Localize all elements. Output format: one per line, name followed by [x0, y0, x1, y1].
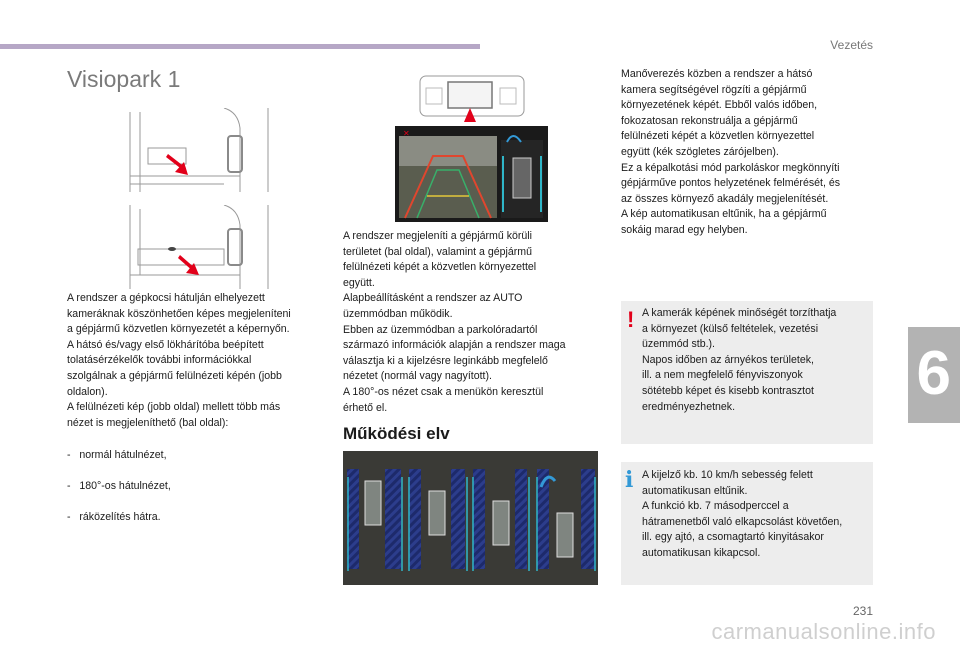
- exclamation-icon: !: [627, 307, 635, 332]
- list-item: - 180°-os hátulnézet,: [67, 479, 171, 492]
- svg-text:✕: ✕: [403, 129, 410, 138]
- system-description: A rendszer megjeleníti a gépjármű körüli területet (bal oldal), valamint a gépjármű felülnézeti képét a közvetlen környezettel együtt. Alapbeállításként a rendszer az AUTO üzemmódban működik. Ebben az üzemmódban a parkolóradartól származó információk alapján a rendszer maga választja ki a kijelzésre leginkább megfelelő nézetet (normál vagy nagyított). A 180°-os nézet csak a menükön keresztül érhető el.: [343, 230, 566, 414]
- top-view-sequence-image: [343, 451, 598, 585]
- section-heading: Működési elv: [343, 424, 450, 443]
- camera-screen-image: [395, 126, 548, 222]
- header-accent-bar: [0, 44, 480, 49]
- camera-location-illustration-bottom: [128, 205, 296, 291]
- list-item: - normál hátulnézet,: [67, 448, 167, 461]
- watermark: carmanualsonline.info: [711, 619, 936, 644]
- info-text: A kijelző kb. 10 km/h sebesség felett automatikusan eltűnik. A funkció kb. 7 másodperccel a hátramenetből való elkapcsolást követően, ill. egy ajtó, a csomagtartó kinyitásakor automatikusan kikapcsol.: [642, 469, 843, 559]
- list-item: - ráközelítés hátra.: [67, 510, 161, 523]
- intro-paragraph: A rendszer a gépkocsi hátulján elhelyezett kameráknak köszönhetően képes megjeleníteni a gépjármű közvetlen környezetét a képernyőn. A hátsó és/vagy első lökhárítóba beépített tolatásérzékelők további információkkal szolgálnak a gépjármű felülnézeti képén (jobb oldalon). A felülnézeti kép (jobb oldal) mellett több más nézet is megjeleníthető (bal oldal):: [67, 292, 291, 429]
- page-title: Visiopark 1: [67, 66, 181, 92]
- operation-description: Manőverezés közben a rendszer a hátsó kamera segítségével rögzíti a gépjármű környezetének képét. Ebből valós időben, fokozatosan rekonstruálja a gépjármű felülnézeti képét a közvetlen környezettel együtt (kék szögletes zárójelben). Ez a képalkotási mód parkoláskor megkönnyíti gépjárműve pontos helyzetének felmérését, és az összes környező akadály megjelenítését. A kép automatikusan eltűnik, ha a gépjármű sokáig marad egy helyben.: [621, 68, 841, 236]
- chapter-number: 6: [916, 339, 951, 408]
- info-icon: i: [625, 467, 634, 493]
- dashboard-screen-illustration: [418, 72, 528, 124]
- page-number: 231: [852, 604, 873, 618]
- section-title: Vezetés: [830, 38, 873, 52]
- view-list: [67, 432, 332, 541]
- warning-text: A kamerák képének minőségét torzíthatja a környezet (külső feltételek, vezetési üzemmód stb.). Napos időben az árnyékos területek, ill. a nem megfelelő fényviszonyok sötétebb képet és kisebb kontrasztot eredményezhetnek.: [642, 307, 837, 413]
- camera-location-illustration-top: [128, 108, 296, 194]
